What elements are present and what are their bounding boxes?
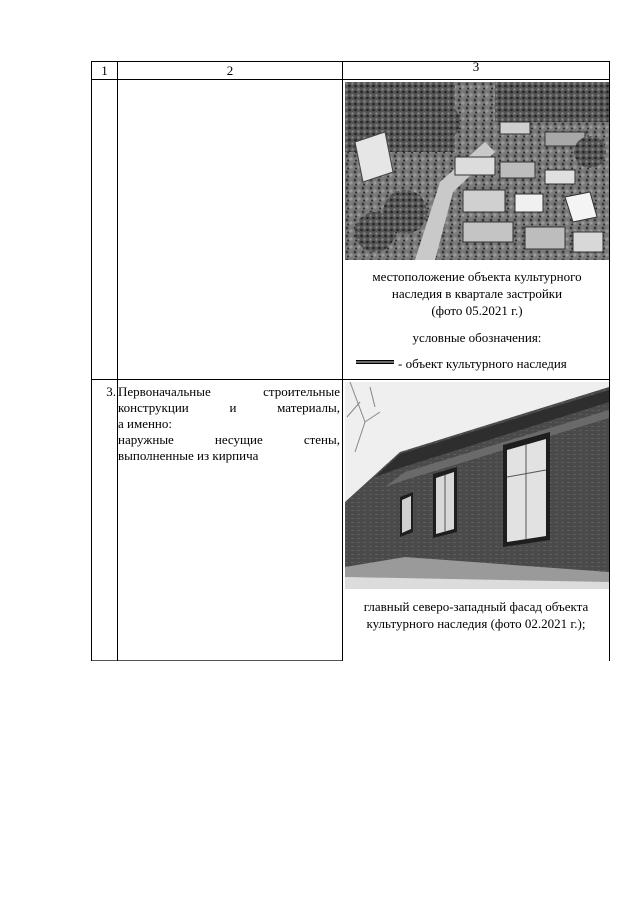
caption-line: местоположение объекта культурного — [372, 269, 582, 284]
row-number: 3. — [106, 384, 116, 399]
aerial-photo-image — [345, 82, 609, 260]
row-description — [118, 384, 340, 464]
facade-photo-image — [345, 382, 609, 589]
description-line: наружные несущие стены, — [118, 432, 340, 447]
caption-line: наследия в квартале застройки — [391, 286, 563, 301]
table-bottom-border — [91, 660, 343, 661]
legend-title: условные обозначения: — [412, 330, 542, 345]
row-divider — [91, 379, 610, 380]
header-col1: 1 — [101, 63, 108, 78]
aerial-photo — [345, 82, 609, 260]
description-line: Первоначальные строительные — [118, 384, 340, 399]
description-line: конструкции и материалы, — [118, 400, 340, 415]
table-left-border — [91, 61, 92, 661]
header-col3: 3 — [472, 59, 480, 74]
legend-item: - объект культурного наследия — [398, 356, 567, 371]
description-line: выполненные из кирпича — [118, 448, 259, 463]
col1-divider — [117, 61, 118, 661]
caption-line: культурного наследия (фото 02.2021 г.); — [366, 616, 586, 631]
aerial-photo-caption — [345, 268, 609, 319]
col2-divider — [342, 61, 343, 661]
caption-line: главный северо-западный фасад объекта — [363, 599, 589, 614]
header-bottom-border — [91, 79, 610, 80]
legend-symbol-line — [356, 360, 394, 364]
caption-line: (фото 05.2021 г.) — [431, 303, 523, 318]
table-right-border — [609, 61, 610, 661]
description-line: а именно: — [118, 416, 172, 431]
header-col2: 2 — [226, 63, 234, 78]
facade-photo-caption — [343, 598, 609, 632]
facade-photo — [345, 382, 609, 589]
